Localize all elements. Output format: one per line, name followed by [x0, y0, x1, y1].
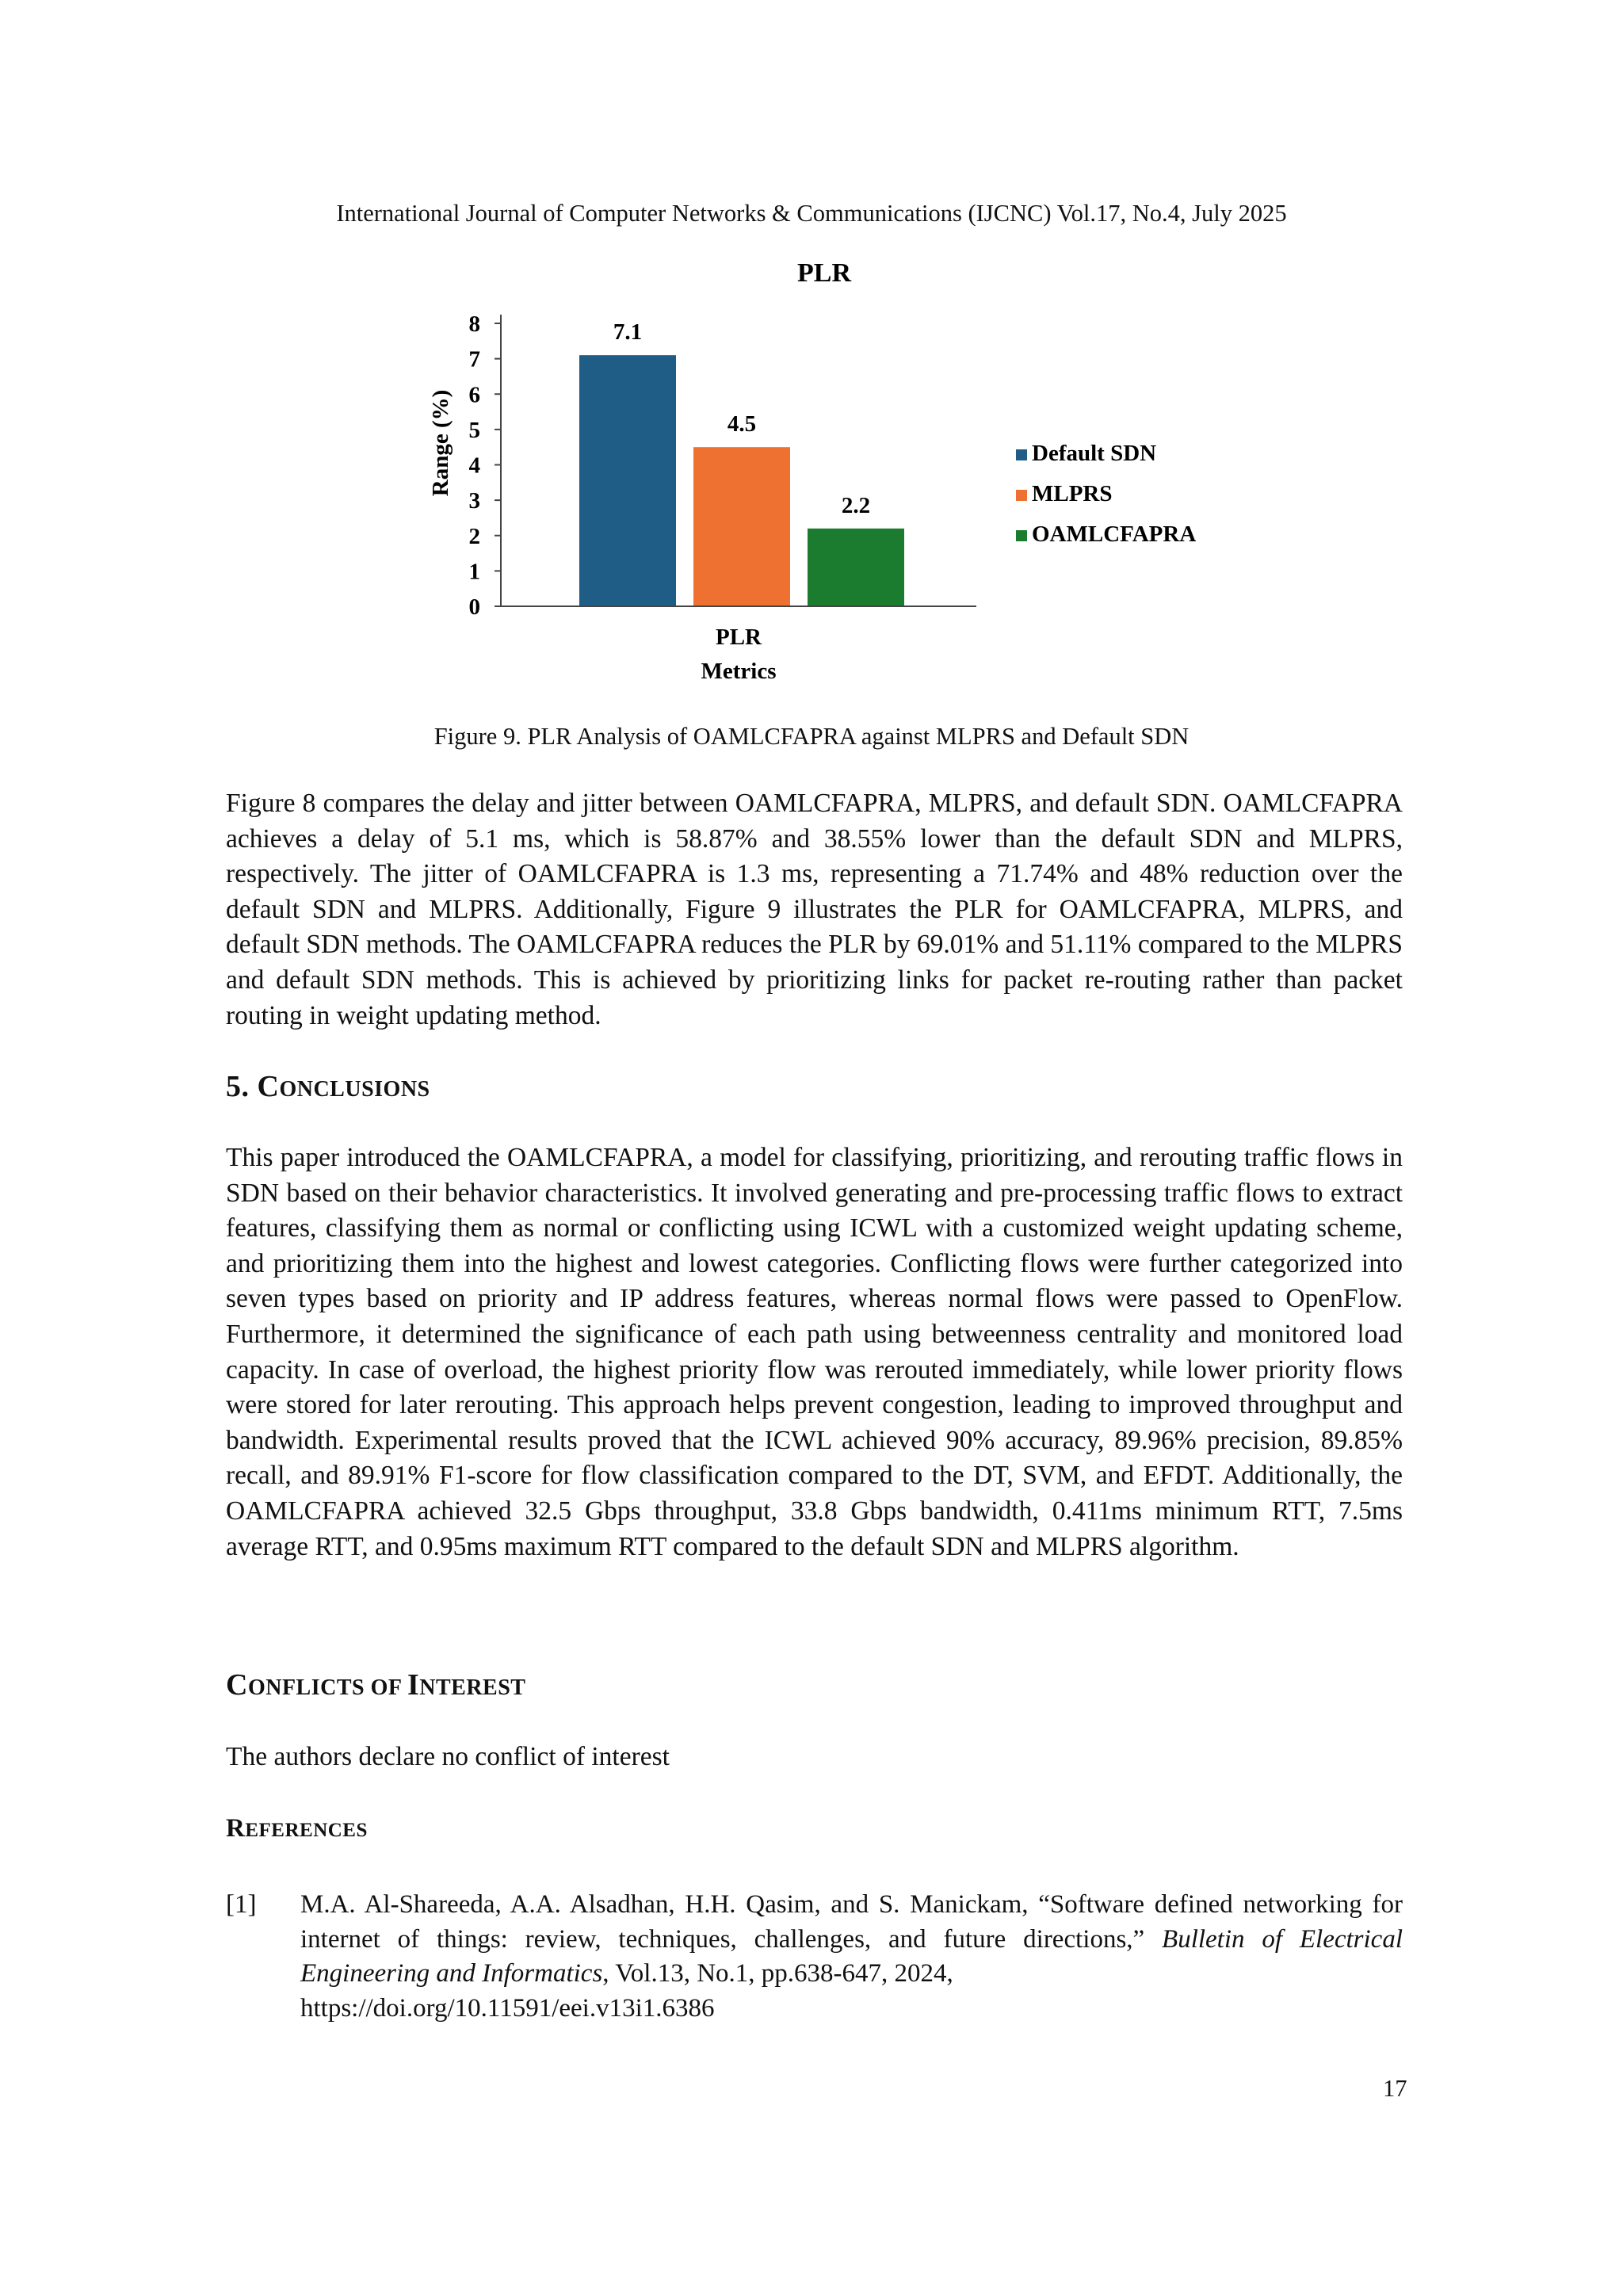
section-heading-references: REFERENCES — [226, 1814, 368, 1843]
chart-legend — [1016, 441, 1196, 547]
bar-data-label: 4.5 — [727, 411, 757, 437]
legend-label: MLPRS — [1032, 481, 1113, 506]
x-axis-label: Metrics — [701, 659, 777, 684]
legend-swatch — [1016, 490, 1027, 501]
page-number: 17 — [1383, 2075, 1407, 2102]
journal-header: International Journal of Computer Networks & Communications (IJCNC) Vol.17, No.4, July 2025 — [336, 200, 1287, 227]
bars — [579, 319, 904, 606]
paragraph-conclusions: This paper introduced the OAMLCFAPRA, a model for classifying, prioritizing, and rerouting traffic flows in SDN based on their behavior characteristics. It involved generating and pre-processing traffic flows to extract features, classifying them as normal or conflicting using ICWL with a customized weight updating scheme, and prioritizing them into the highest and lowest categories. Conflicting flows were further categorized into seven types based on priority and IP address features, whereas normal flows were passed to OpenFlow. Furthermore, it determined the significance of each path using betweenness centrality and monitored load capacity. In case of overload, the highest priority flow was rerouted immediately, while lower priority flows were stored for later rerouting. This approach helps prevent congestion, leading to improved throughput and bandwidth. Experimental results proved that the ICWL achieved 90% accuracy, 89.96% precision, 89.85% recall, and 89.91% F1-score for flow classification compared to the DT, SVM, and EFDT. Additionally, the OAMLCFAPRA achieved 32.5 Gbps throughput, 33.8 Gbps bandwidth, 0.411ms minimum RTT, 7.5ms average RTT, and 0.95ms maximum RTT compared to the default SDN and MLPRS algorithm. — [226, 1143, 1403, 1561]
section-heading-conclusions: 5. CONCLUSIONS — [226, 1070, 430, 1103]
paragraph-conflicts: The authors declare no conflict of interest — [226, 1742, 670, 1771]
y-tick-label: 5 — [468, 417, 480, 443]
y-tick-label: 7 — [468, 346, 480, 372]
y-tick-label: 1 — [468, 559, 480, 585]
y-tick-label: 2 — [468, 523, 480, 549]
legend-label: OAMLCFAPRA — [1032, 521, 1197, 547]
bar-data-label: 7.1 — [613, 319, 643, 346]
x-category-label: PLR — [716, 625, 762, 650]
figure-caption: Figure 9. PLR Analysis of OAMLCFAPRA against MLPRS and Default SDN — [433, 723, 1190, 750]
y-tick-label: 6 — [468, 382, 480, 408]
legend-swatch — [1016, 530, 1027, 541]
chart-title: PLR — [797, 258, 851, 288]
reference-doi: https://doi.org/10.11591/eei.v13i1.6386 — [300, 1993, 715, 2023]
reference-journal: Bulletin of Electrical Engineering and Informatics — [300, 1924, 1403, 1988]
y-tick-label: 8 — [468, 311, 480, 337]
paragraph-results: Figure 8 compares the delay and jitter between OAMLCFAPRA, MLPRS, and default SDN. OAMLCFAPRA achieves a delay of 5.1 ms, which is 58.87% and 38.55% lower than the default SDN and MLPRS, respectively. The jitter of OAMLCFAPRA is 1.3 ms, representing a 71.74% and 48% reduction over the default SDN and MLPRS. Additionally, Figure 9 illustrates the PLR for OAMLCFAPRA, MLPRS, and default SDN methods. The OAMLCFAPRA reduces the PLR by 69.01% and 51.11% compared to the MLPRS and default SDN methods. This is achieved by prioritizing links for packet re-routing rather than packet routing in weight updating method. — [226, 789, 1403, 1030]
legend-swatch — [1016, 449, 1027, 460]
reference-text: M.A. Al-Shareeda, A.A. Alsadhan, H.H. Qasim, and S. Manickam, “Software defined networking for internet of things: review, techniques, challenges, and future directions,” Bulletin of Electrical Engineering and Informatics, Vol.13, No.1, pp.638-647, 2024, https://doi.org/10.11591/eei.v13i1.6386 — [300, 1890, 1403, 2023]
y-axis-ticks — [469, 311, 502, 620]
y-tick-label: 4 — [468, 453, 480, 479]
section-heading-conflicts: CONFLICTS OF INTEREST — [226, 1668, 526, 1702]
reference-item — [226, 1888, 1403, 2026]
reference-number: [1] — [226, 1890, 257, 1919]
bar-data-label: 2.2 — [841, 492, 871, 518]
bar-oamlcfapra — [808, 529, 904, 606]
y-axis-label: Range (%) — [428, 389, 453, 497]
legend-label: Default SDN — [1032, 441, 1157, 466]
y-tick-label: 0 — [468, 594, 480, 620]
y-tick-label: 3 — [468, 488, 480, 514]
bar-default-sdn — [579, 355, 676, 606]
bar-mlprs — [693, 447, 790, 606]
plr-bar-chart — [412, 252, 1236, 696]
